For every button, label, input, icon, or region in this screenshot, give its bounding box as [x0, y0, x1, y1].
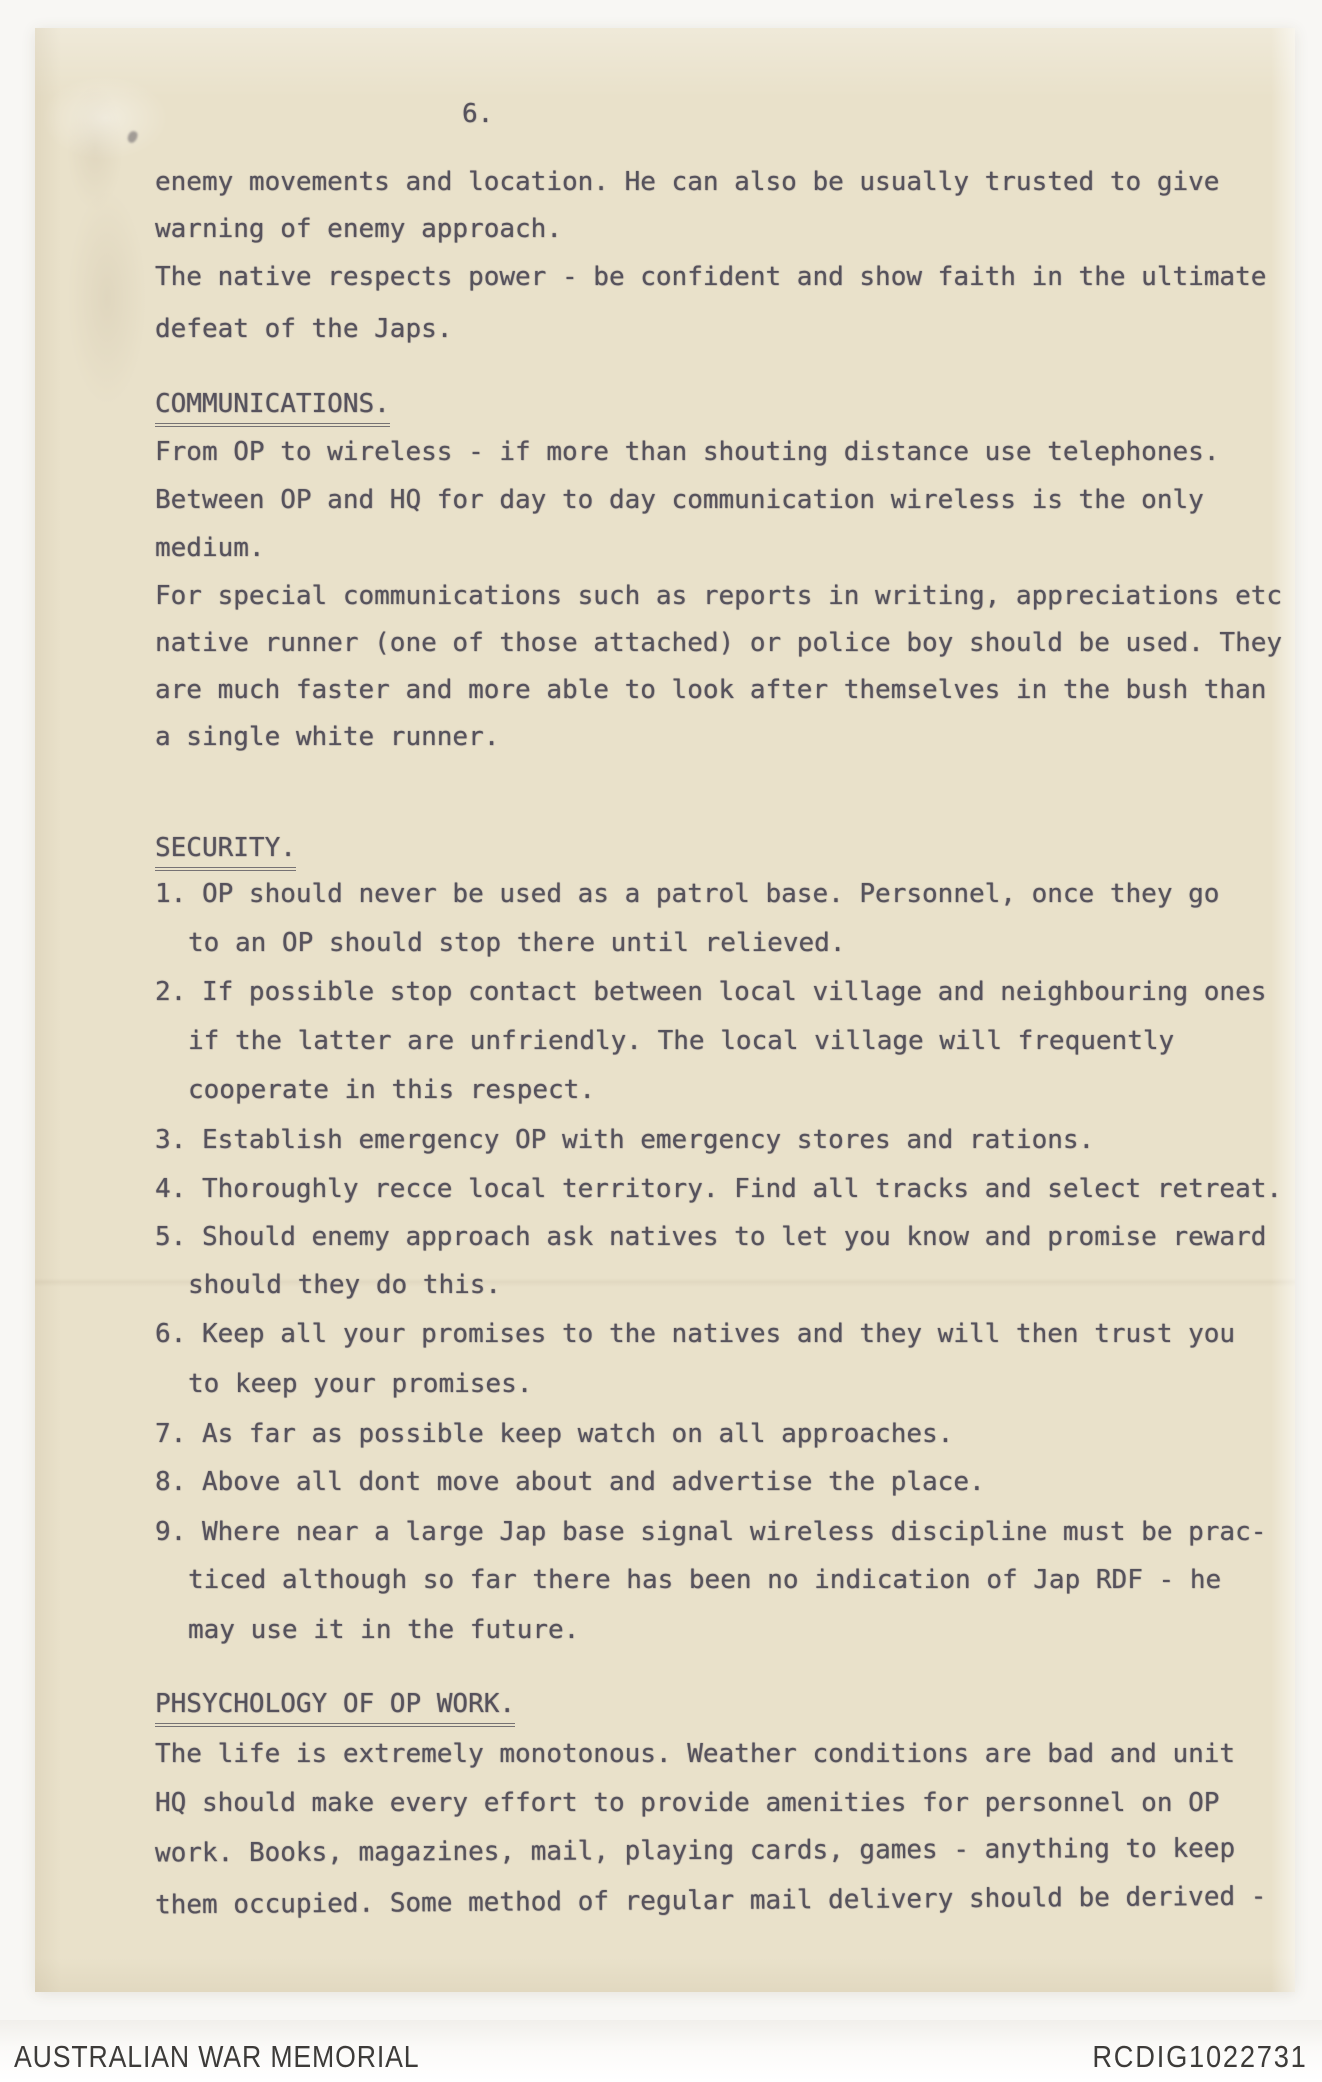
text-line: defeat of the Japs. [155, 314, 453, 344]
list-item: to keep your promises. [188, 1369, 533, 1399]
list-item: should they do this. [188, 1270, 502, 1300]
text-line: From OP to wireless - if more than shouting distance use telephones. [155, 437, 1220, 467]
list-item: 7. As far as possible keep watch on all approaches. [155, 1419, 954, 1449]
text-line: them occupied. Some method of regular mail delivery should be derived - [154, 1881, 1267, 1921]
list-item: 4. Thoroughly recce local territory. Find all tracks and select retreat. [155, 1174, 1283, 1204]
text-line: Between OP and HQ for day to day communication wireless is the only [155, 485, 1204, 515]
psychology-heading: PHSYCHOLOGY OF OP WORK. [155, 1690, 515, 1727]
text-line: are much faster and more able to look after themselves in the bush than [155, 675, 1267, 705]
list-item: 5. Should enemy approach ask natives to let you know and promise reward [155, 1222, 1267, 1252]
text-line: native runner (one of those attached) or police boy should be used. They [155, 628, 1283, 658]
list-item: to an OP should stop there until relieved. [188, 928, 846, 958]
text-line: warning of enemy approach. [155, 214, 562, 244]
text-line: HQ should make every effort to provide amenities for personnel on OP [155, 1788, 1220, 1818]
list-item: cooperate in this respect. [188, 1075, 595, 1105]
document-id: RCDIG1022731 [1092, 2039, 1308, 2074]
list-item: 8. Above all dont move about and advertise the place. [155, 1467, 985, 1497]
page-number: 6. [462, 99, 494, 129]
list-item: 1. OP should never be used as a patrol base. Personnel, once they go [155, 879, 1220, 909]
document-paper [35, 28, 1295, 1992]
communications-heading: COMMUNICATIONS. [155, 390, 390, 427]
text-line: medium. [155, 533, 265, 563]
text-line: a single white runner. [155, 722, 500, 752]
text-line: The native respects power - be confident and show faith in the ultimate [155, 262, 1267, 292]
list-item: ticed although so far there has been no indication of Jap RDF - he [188, 1565, 1222, 1595]
list-item: 2. If possible stop contact between local village and neighbouring ones [155, 977, 1267, 1007]
text-line: enemy movements and location. He can also be usually trusted to give [155, 167, 1220, 197]
text-line: The life is extremely monotonous. Weather conditions are bad and unit [155, 1739, 1236, 1769]
list-item: if the latter are unfriendly. The local village will frequently [188, 1026, 1175, 1056]
list-item: 9. Where near a large Jap base signal wireless discipline must be prac- [155, 1517, 1267, 1547]
list-item: 3. Establish emergency OP with emergency stores and rations. [155, 1125, 1095, 1155]
security-heading: SECURITY. [155, 834, 296, 871]
awm-wordmark: AUSTRALIAN WAR MEMORIAL [14, 2039, 420, 2074]
list-item: 6. Keep all your promises to the natives and they will then trust you [155, 1319, 1236, 1349]
text-line: For special communications such as reports in writing, appreciations etc [155, 581, 1283, 611]
text-line: work. Books, magazines, mail, playing cards, games - anything to keep [154, 1833, 1236, 1869]
list-item: may use it in the future. [188, 1615, 580, 1645]
footer-bar [0, 2020, 1322, 2082]
